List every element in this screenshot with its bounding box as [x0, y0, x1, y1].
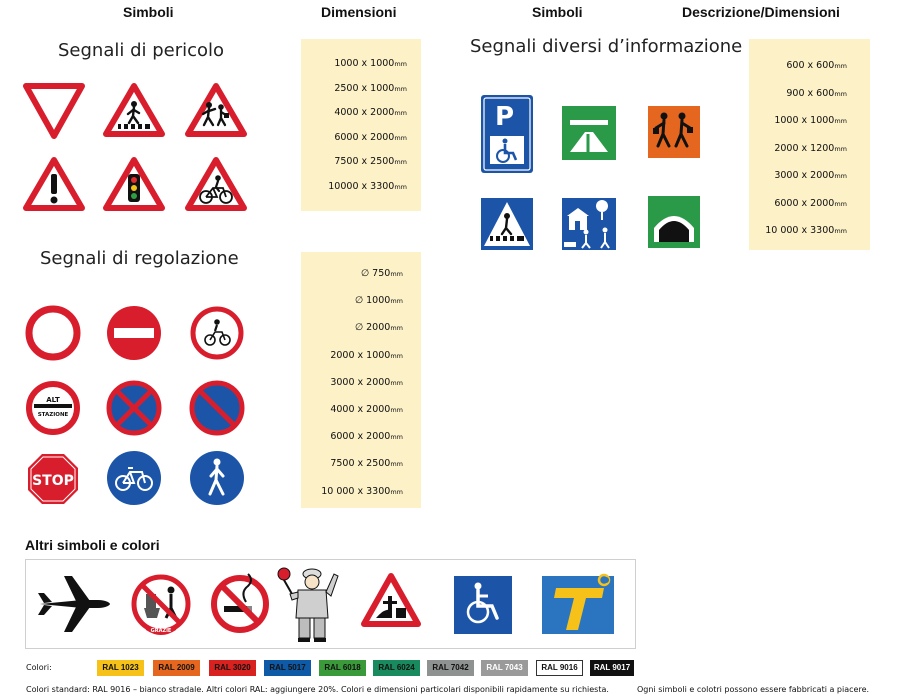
alt-stazione-icon [29, 384, 77, 432]
no-vehicles-icon [29, 309, 77, 357]
dim-pericolo-unit: mm [394, 133, 407, 142]
tunnel-icon [648, 196, 700, 248]
dim-regolazione-value: 4000 x 2000 [330, 404, 391, 415]
stop-sign-icon [28, 454, 78, 504]
dim-informazione-unit: mm [834, 117, 847, 125]
title-segnali-pericolo: Segnali di pericolo [58, 40, 225, 61]
dim-informazione-value: 2000 x 1200 [774, 142, 835, 154]
dim-regolazione-value: ∅ 2000 [354, 322, 391, 334]
dim-pericolo-unit: mm [394, 182, 407, 191]
dim-regolazione-value: 3000 x 2000 [330, 376, 391, 388]
dim-regolazione-row [355, 295, 403, 306]
dim-regolazione-value: 7500 x 2500 [330, 458, 391, 470]
dim-pericolo-row [328, 181, 407, 192]
dim-regolazione-value: ∅ 750 [360, 268, 391, 279]
residential-zone-icon [562, 198, 616, 250]
dim-regolazione-value: 6000 x 2000 [330, 431, 391, 443]
colori-label: Colori: [26, 663, 52, 672]
dim-regolazione-unit: mm [390, 406, 403, 414]
dim-regolazione-row [330, 404, 403, 415]
dim-pericolo-value: 1000 x 1000 [334, 58, 395, 69]
dim-regolazione-unit: mm [390, 324, 403, 333]
dim-informazione-unit: mm [834, 172, 847, 180]
header-simboli-left: Simboli [123, 4, 174, 20]
dim-informazione-row [765, 225, 847, 236]
dim-regolazione-row [330, 431, 403, 442]
dim-regolazione-row [330, 377, 403, 388]
dim-pericolo-unit: mm [394, 84, 407, 93]
dim-regolazione-unit: mm [390, 351, 403, 360]
parking-disabled-icon [481, 95, 533, 173]
dim-pericolo-row [334, 156, 407, 167]
no-cycles-icon [193, 309, 241, 357]
dim-regolazione-unit: mm [390, 433, 403, 442]
no-stopping-icon [109, 383, 159, 433]
dim-informazione-row [774, 115, 847, 126]
no-parking-icon [192, 383, 242, 433]
stazione-text: STAZIONE [37, 412, 69, 418]
dim-informazione-row [786, 60, 847, 71]
color-swatch: RAL 7043 [481, 660, 528, 676]
dim-informazione-value: 6000 x 2000 [774, 197, 835, 209]
dim-regolazione-row [321, 486, 403, 497]
stop-text: STOP [32, 473, 74, 489]
warning-signs-group [20, 80, 290, 215]
color-swatch: RAL 2009 [153, 660, 200, 676]
danger-exclamation-icon [26, 160, 82, 208]
church-warning-icon [364, 576, 418, 624]
no-smoking-icon [214, 574, 266, 630]
dim-informazione-value: 3000 x 2000 [774, 170, 835, 181]
color-swatch: RAL 6024 [373, 660, 420, 676]
motorway-icon [562, 106, 616, 160]
dim-pericolo-row [334, 58, 407, 69]
header-simboli-right: Simboli [532, 4, 583, 20]
dim-informazione-row [786, 88, 847, 99]
dim-informazione-row [774, 170, 847, 181]
regulation-signs-group [20, 300, 250, 515]
dim-pericolo-value: 6000 x 2000 [334, 131, 395, 143]
school-children-icon [648, 106, 700, 158]
header-dimensioni: Dimensioni [321, 4, 397, 20]
dim-pericolo-unit: mm [394, 109, 407, 117]
dim-pericolo-value: 10000 x 3300 [328, 180, 395, 192]
color-swatch: RAL 1023 [97, 660, 144, 676]
dim-regolazione-unit: mm [390, 460, 403, 469]
dim-regolazione-unit: mm [390, 270, 403, 278]
dim-regolazione-row [361, 268, 403, 279]
dim-informazione-unit: mm [834, 199, 847, 208]
dim-regolazione-value: 2000 x 1000 [330, 349, 391, 361]
dimensions-box-informazione [749, 39, 870, 250]
dim-regolazione-row [330, 458, 403, 469]
title-segnali-informazione: Segnali diversi d’informazione [470, 36, 743, 57]
alt-text: ALT [46, 396, 60, 404]
dim-informazione-row [774, 143, 847, 154]
pedestrian-path-icon [190, 451, 244, 505]
dim-regolazione-unit: mm [390, 378, 403, 387]
dim-pericolo-row [334, 132, 407, 143]
other-symbols-group [26, 560, 634, 646]
color-swatch: RAL 9016 [536, 660, 583, 676]
dim-regolazione-row [355, 322, 403, 333]
dimensions-box-regolazione [301, 252, 421, 508]
grazie-text: GRAZIE [150, 628, 172, 634]
dim-informazione-value: 1000 x 1000 [774, 115, 835, 126]
children-warning-icon [188, 86, 244, 134]
color-swatch: RAL 5017 [264, 660, 311, 676]
no-entry-icon [107, 306, 161, 360]
no-littering-grazie-icon [134, 577, 188, 635]
dim-pericolo-value: 4000 x 2000 [334, 107, 395, 118]
dim-pericolo-unit: mm [394, 158, 407, 166]
dim-informazione-unit: mm [834, 89, 847, 98]
dim-informazione-unit: mm [834, 144, 847, 153]
pedestrian-crossing-info-icon [481, 198, 533, 250]
title-segnali-regolazione: Segnali di regolazione [40, 248, 239, 269]
dim-informazione-unit: mm [834, 62, 847, 70]
dim-informazione-row [774, 198, 847, 209]
footer-note-left: Colori standard: RAL 9016 – bianco stradale. Altri colori RAL: aggiungere 20%. Colori e dimensioni particolari disponibili rapidamente su richiesta. [26, 685, 609, 694]
footer-note-right: Ogni simboli e colotri possono essere fabbricati a piacere. [637, 685, 870, 694]
dim-regolazione-value: ∅ 1000 [354, 295, 391, 307]
color-swatch: RAL 3020 [209, 660, 256, 676]
dim-informazione-value: 900 x 600 [786, 87, 835, 99]
dim-pericolo-row [334, 107, 407, 118]
yield-sign-icon [26, 86, 82, 136]
parking-p-text: P [495, 102, 515, 132]
cycle-path-icon [107, 451, 161, 505]
dim-pericolo-value: 7500 x 2500 [334, 156, 395, 167]
color-swatch: RAL 9017 [590, 660, 634, 676]
pedestrian-crossing-warning-icon [106, 86, 162, 134]
tourist-info-icon [542, 575, 614, 634]
dim-regolazione-unit: mm [390, 297, 403, 306]
dim-pericolo-unit: mm [394, 60, 407, 68]
dim-pericolo-row [334, 83, 407, 94]
dim-regolazione-value: 10 000 x 3300 [321, 485, 391, 497]
dim-informazione-value: 10 000 x 3300 [765, 225, 835, 236]
cyclists-warning-icon [188, 160, 244, 208]
traffic-light-warning-icon [106, 160, 162, 208]
dim-regolazione-row [330, 350, 403, 361]
information-signs-group [478, 92, 708, 254]
disabled-access-icon [454, 576, 512, 634]
color-swatch: RAL 7042 [427, 660, 474, 676]
dim-regolazione-unit: mm [390, 487, 403, 496]
dim-informazione-unit: mm [834, 227, 847, 235]
altri-simboli-title: Altri simboli e colori [25, 537, 160, 553]
dimensions-box-pericolo [301, 39, 421, 211]
dim-pericolo-value: 2500 x 1000 [334, 82, 395, 94]
color-swatch: RAL 6018 [319, 660, 366, 676]
airplane-icon [38, 576, 110, 632]
dim-informazione-value: 600 x 600 [786, 60, 835, 71]
header-descrizione: Descrizione/Dimensioni [682, 4, 840, 20]
traffic-officer-icon [278, 568, 338, 642]
